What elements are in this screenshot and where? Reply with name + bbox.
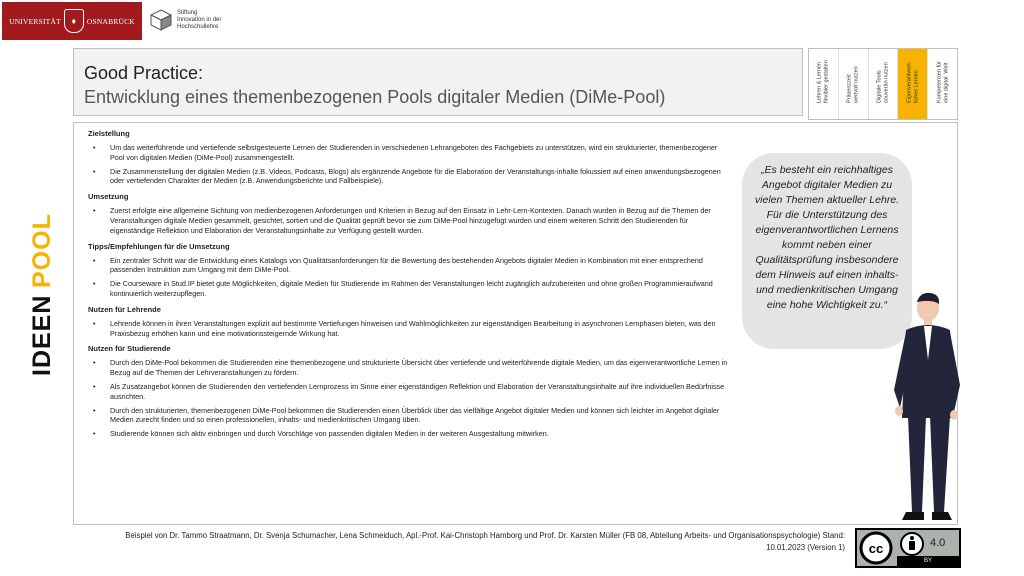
category-presence: Präsenzzeit wertvoll nutzen [839, 49, 869, 119]
license-version: 4.0 [930, 537, 946, 549]
quote-bubble: „Es besteht ein reichhaltiges Angebot digitaler Medien zu vielen Themen aktueller Lehre. Für die Unterstützung des eigenverantwortlichen Lernens kommt neben einer Qualitätsprüfung insbesondere dem Hinweis auf einen inhalts- und medienkritischen Umgang eine hohe Wichtigkeit zu.“ [742, 153, 912, 349]
svg-text:cc: cc [868, 541, 884, 556]
bullet-list [88, 319, 728, 339]
category-competencies: Kompetenzen für eine digital. Welt [936, 61, 949, 103]
university-crest-icon: ♦ [64, 9, 84, 33]
university-name-left: UNIVERSITÄT [9, 16, 61, 26]
bullet-item: • Zuerst erfolgte eine allgemeine Sichtung von medienbezogenen Anforderungen und Kriterien in Bezug auf den Einsatz in Lehr-Lern-Kontexten. Danach wurden in Bezug auf die Themen der Veranstaltungen digitale Medien gesammelt, gesichtet, sortiert und die Qualität geprüft bevor sie zum DiMe-Pool hinzugefügt wurden und einem weiteren Schritt den Studierenden für eigenständige Reflektion und Elaboration der Veranstaltungsinhalte zur Verfügung gestellt wurden. [88, 206, 728, 235]
bullet-item: • Studierende können sich aktiv einbringen und durch Vorschläge von passenden digitalen Medien in der weiteren Ausgestaltung mitwirken. [88, 429, 728, 439]
university-name-right: OSNABRÜCK [86, 16, 135, 26]
bullet-list [88, 358, 728, 439]
section-heading: Nutzen für Lehrende [88, 304, 161, 314]
svg-text:POOL: POOL [28, 213, 56, 288]
title-box [73, 48, 803, 116]
category-flexible: Lehren & Lernen flexibler gestalten [809, 49, 839, 119]
bullet-list [88, 256, 728, 299]
bullet-list [88, 206, 728, 235]
cube-icon [150, 9, 172, 31]
license-by-label: BY [897, 556, 959, 566]
svg-text:IDEEN: IDEEN [28, 294, 56, 376]
page-title: Good Practice: [84, 63, 204, 83]
cc-license-badge [855, 528, 961, 568]
stiftung-text: Stiftung Innovation in der Hochschullehre [177, 9, 222, 30]
ideenpool-logo [16, 210, 66, 380]
bullet-item: • Ein zentraler Schritt war die Entwicklung eines Katalogs von Qualitätsanforderungen für die Bewertung des bestehenden Angebots digitaler Medien in Kombination mit einer entsprechend passenden Instruktion zum Umgang mit dem DiMe-Pool. [88, 256, 728, 276]
stiftung-logo [150, 5, 221, 35]
university-logo [2, 2, 142, 40]
bullet-item: • Lehrende können in ihren Veranstaltungen explizit auf bestimmte Vertiefungen hinweisen und Wahlmöglichkeiten zur eigenständigen Bearbeitung in asynchronen Lernphasen bieten, was den Praxisbezug erhöhen kann und eine motivationssteigernde Wirkung hat. [88, 319, 728, 339]
bullet-list [88, 143, 728, 186]
bullet-item: • Die Zusammenstellung der digitalen Medien (z.B. Videos, Podcasts, Blogs) als ergänzende Angebote für die Elaboration der Veranstaltungs-inhalte fokussiert auf einen anwendungsbezogenen oder vertiefenden Charakter der Medien (z.B. Anwendungsberichte und Fallbeispiele). [88, 167, 728, 187]
bullet-item: • Als Zusatzangebot können die Studierenden den vertiefenden Lernprozess im Sinne einer eigenständigen Reflektion und Elaboration der Veranstaltungsinhalte auf ihre individuellen Bedürfnisse ausrichten. [88, 382, 728, 402]
cc-icon [857, 530, 895, 566]
section-heading: Umsetzung [88, 192, 129, 202]
bullet-item: • Durch den DiMe-Pool bekommen die Studierenden eine themenbezogene und strukturierte Übersicht über vertiefende und weiterführende digitale Medien, um das eigenverantwortliche Lernen in Bezug auf die Themen der Lehrveranstaltungen zu fördern. [88, 358, 728, 378]
section-heading: Zielstellung [88, 129, 130, 138]
section-heading: Nutzen für Studierende [88, 344, 171, 354]
by-attribution-icon [897, 531, 927, 557]
category-self-directed: Eigenverantwort- liches Lernen [898, 49, 928, 119]
bullet-item: • Durch den strukturierten, themenbezogenen DiMe-Pool bekommen die Studierenden einen Überblick über das vielfältige Angebot digitaler Medien und können sich leichter im Angebot digitaler Medien zurecht finden und so einen professionellen, inhalts- und medienkritischen Umgang üben. [88, 406, 728, 426]
page-subtitle: Entwicklung eines themenbezogenen Pools digitaler Medien (DiMe-Pool) [84, 87, 666, 107]
section-heading: Tipps/Empfehlungen für die Umsetzung [88, 241, 230, 251]
bullet-item: • Um das weiterführende und vertiefende selbstgesteuerte Lernen der Studierenden in verschiedenen Lehrangeboten des Fachgebiets zu unterstützen, wird ein strukturierter, themenbezogener Pool von digitalen Medien (DiMe-Pool) zusammengestellt. [88, 143, 728, 163]
bullet-item: • Die Courseware in Stud.IP bietet gute Möglichkeiten, digitale Medien für Studierende im Rahmen der Veranstaltungen leicht zugänglich aufzubereiten und ohne großen Programmieraufwand kontinuierlich weiterzupflegen. [88, 279, 728, 299]
person-illustration [880, 290, 970, 525]
category-tools: Digitale Tools souverän nutzen [869, 49, 899, 119]
category-strip [808, 48, 958, 120]
footer-credit: Beispiel von Dr. Tammo Straatmann, Dr. Svenja Schumacher, Lena Schmeiduch, Apl.-Prof. Kai-Christoph Hamborg und Prof. Dr. Karsten Müller (FB 08, Abteilung Arbeits- und Organisationspsychologie) Stand: 10.01.2023 (Version 1) [125, 531, 845, 552]
